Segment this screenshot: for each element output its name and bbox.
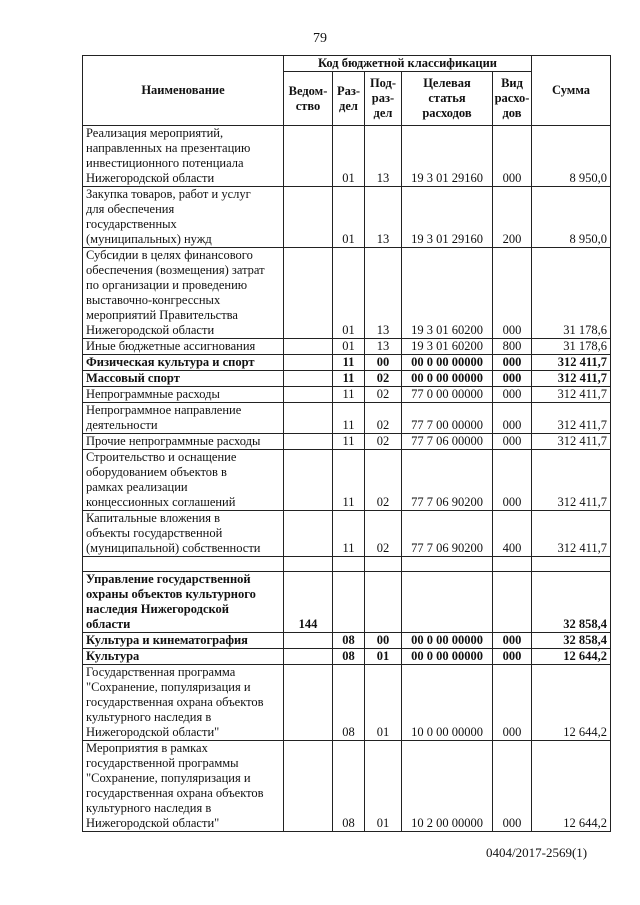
row-podrazdel: 02	[365, 403, 402, 434]
header-vid: Вид расхо- дов	[493, 72, 532, 126]
row-name: Прочие непрограммные расходы	[83, 434, 284, 450]
empty-cell	[284, 557, 333, 572]
table-row	[83, 339, 611, 355]
row-podrazdel	[365, 572, 402, 633]
row-sum: 12 644,2	[532, 741, 611, 832]
row-vedomstvo	[284, 387, 333, 403]
header-podrazdel: Под- раз- дел	[365, 72, 402, 126]
row-podrazdel: 13	[365, 126, 402, 187]
table-row	[83, 450, 611, 511]
row-name: Иные бюджетные ассигнования	[83, 339, 284, 355]
empty-cell	[493, 557, 532, 572]
row-podrazdel: 02	[365, 450, 402, 511]
row-name: Культура и кинематография	[83, 633, 284, 649]
row-name: Строительство и оснащение оборудованием объектов в рамках реализации концессионных соглашений	[83, 450, 284, 511]
row-vedomstvo	[284, 371, 333, 387]
row-sum: 312 411,7	[532, 434, 611, 450]
row-razdel: 08	[333, 665, 365, 741]
row-vedomstvo	[284, 403, 333, 434]
row-name: Управление государственной охраны объектов культурного наследия Нижегородской области	[83, 572, 284, 633]
row-sum: 31 178,6	[532, 339, 611, 355]
row-name: Непрограммное направление деятельности	[83, 403, 284, 434]
table-row	[83, 187, 611, 248]
row-target: 00 0 00 00000	[402, 371, 493, 387]
row-name: Государственная программа "Сохранение, популяризация и государственная охрана объектов культурного наследия в Нижегородской области"	[83, 665, 284, 741]
row-sum: 312 411,7	[532, 387, 611, 403]
row-podrazdel: 13	[365, 187, 402, 248]
table-row	[83, 371, 611, 387]
row-target: 19 3 01 29160	[402, 126, 493, 187]
header-target: Целевая статья расходов	[402, 72, 493, 126]
row-target: 77 7 06 90200	[402, 511, 493, 557]
row-razdel: 11	[333, 387, 365, 403]
row-razdel: 11	[333, 511, 365, 557]
row-target: 00 0 00 00000	[402, 633, 493, 649]
row-target: 00 0 00 00000	[402, 355, 493, 371]
row-razdel	[333, 572, 365, 633]
row-vid: 000	[493, 633, 532, 649]
empty-cell	[365, 557, 402, 572]
row-vid: 000	[493, 248, 532, 339]
row-razdel: 08	[333, 633, 365, 649]
row-target: 77 7 00 00000	[402, 403, 493, 434]
table-row	[83, 633, 611, 649]
empty-cell	[532, 557, 611, 572]
empty-cell	[402, 557, 493, 572]
row-razdel: 01	[333, 187, 365, 248]
row-target: 10 2 00 00000	[402, 741, 493, 832]
row-target: 77 7 06 90200	[402, 450, 493, 511]
row-razdel: 11	[333, 371, 365, 387]
row-razdel: 11	[333, 355, 365, 371]
row-target: 77 7 06 00000	[402, 434, 493, 450]
empty-cell	[333, 557, 365, 572]
row-razdel: 11	[333, 450, 365, 511]
header-razdel: Раз- дел	[333, 72, 365, 126]
row-name: Реализация мероприятий, направленных на презентацию инвестиционного потенциала Нижегородской области	[83, 126, 284, 187]
row-podrazdel: 00	[365, 355, 402, 371]
row-vid: 000	[493, 403, 532, 434]
row-vedomstvo	[284, 187, 333, 248]
table-row	[83, 403, 611, 434]
row-podrazdel: 01	[365, 741, 402, 832]
row-vid: 400	[493, 511, 532, 557]
row-vid: 000	[493, 434, 532, 450]
row-razdel: 08	[333, 649, 365, 665]
header-vedomstvo: Ведом- ство	[284, 72, 333, 126]
table-row	[83, 665, 611, 741]
row-podrazdel: 02	[365, 434, 402, 450]
row-name: Культура	[83, 649, 284, 665]
row-vid: 000	[493, 371, 532, 387]
row-podrazdel: 02	[365, 511, 402, 557]
row-razdel: 01	[333, 248, 365, 339]
table-row	[83, 387, 611, 403]
row-podrazdel: 13	[365, 339, 402, 355]
row-razdel: 11	[333, 434, 365, 450]
row-vid: 800	[493, 339, 532, 355]
row-razdel: 08	[333, 741, 365, 832]
table-row	[83, 355, 611, 371]
row-vedomstvo	[284, 741, 333, 832]
row-vid: 000	[493, 665, 532, 741]
row-razdel: 01	[333, 339, 365, 355]
table-row	[83, 511, 611, 557]
header-name: Наименование	[83, 56, 284, 126]
row-vid: 000	[493, 741, 532, 832]
row-vid: 200	[493, 187, 532, 248]
row-vedomstvo	[284, 649, 333, 665]
row-vid: 000	[493, 126, 532, 187]
table-row	[83, 741, 611, 832]
row-target: 10 0 00 00000	[402, 665, 493, 741]
row-sum: 32 858,4	[532, 572, 611, 633]
header-code-group: Код бюджетной классификации	[284, 56, 532, 72]
row-target	[402, 572, 493, 633]
row-podrazdel: 01	[365, 665, 402, 741]
row-vedomstvo	[284, 633, 333, 649]
row-name: Непрограммные расходы	[83, 387, 284, 403]
row-target: 19 3 01 60200	[402, 248, 493, 339]
header-sum: Сумма	[532, 56, 611, 126]
row-podrazdel: 02	[365, 371, 402, 387]
row-vedomstvo	[284, 355, 333, 371]
row-name: Закупка товаров, работ и услуг для обеспечения государственных (муниципальных) нужд	[83, 187, 284, 248]
table-row	[83, 557, 611, 572]
row-sum: 8 950,0	[532, 126, 611, 187]
page-number: 79	[313, 31, 327, 46]
row-sum: 32 858,4	[532, 633, 611, 649]
table-row	[83, 248, 611, 339]
row-vid: 000	[493, 387, 532, 403]
row-name: Мероприятия в рамках государственной программы "Сохранение, популяризация и государственная охрана объектов культурного наследия в Нижегородской области"	[83, 741, 284, 832]
row-vedomstvo	[284, 126, 333, 187]
row-vedomstvo	[284, 450, 333, 511]
row-podrazdel: 13	[365, 248, 402, 339]
row-vedomstvo	[284, 248, 333, 339]
row-sum: 312 411,7	[532, 450, 611, 511]
empty-cell	[83, 557, 284, 572]
row-target: 19 3 01 60200	[402, 339, 493, 355]
table-row	[83, 434, 611, 450]
row-vedomstvo	[284, 665, 333, 741]
row-sum: 12 644,2	[532, 649, 611, 665]
row-name: Физическая культура и спорт	[83, 355, 284, 371]
row-sum: 12 644,2	[532, 665, 611, 741]
row-podrazdel: 01	[365, 649, 402, 665]
row-vedomstvo	[284, 511, 333, 557]
row-vid: 000	[493, 450, 532, 511]
table-row	[83, 649, 611, 665]
row-sum: 312 411,7	[532, 371, 611, 387]
row-target: 19 3 01 29160	[402, 187, 493, 248]
row-target: 00 0 00 00000	[402, 649, 493, 665]
row-name: Субсидии в целях финансового обеспечения (возмещения) затрат по организации и проведению выставочно-конгрессных мероприятий Правительства Нижегородской области	[83, 248, 284, 339]
row-sum: 312 411,7	[532, 511, 611, 557]
row-sum: 312 411,7	[532, 355, 611, 371]
row-vedomstvo	[284, 434, 333, 450]
row-vid	[493, 572, 532, 633]
table-body	[83, 126, 611, 832]
row-razdel: 01	[333, 126, 365, 187]
row-name: Капитальные вложения в объекты государственной (муниципальной) собственности	[83, 511, 284, 557]
row-sum: 312 411,7	[532, 403, 611, 434]
table-row	[83, 572, 611, 633]
row-vedomstvo	[284, 339, 333, 355]
row-sum: 8 950,0	[532, 187, 611, 248]
row-vedomstvo: 144	[284, 572, 333, 633]
row-razdel: 11	[333, 403, 365, 434]
row-target: 77 0 00 00000	[402, 387, 493, 403]
table-row	[83, 126, 611, 187]
row-vid: 000	[493, 649, 532, 665]
budget-table	[82, 55, 611, 832]
row-sum: 31 178,6	[532, 248, 611, 339]
row-vid: 000	[493, 355, 532, 371]
row-podrazdel: 00	[365, 633, 402, 649]
row-podrazdel: 02	[365, 387, 402, 403]
document-code: 0404/2017-2569(1)	[486, 845, 588, 860]
row-name: Массовый спорт	[83, 371, 284, 387]
